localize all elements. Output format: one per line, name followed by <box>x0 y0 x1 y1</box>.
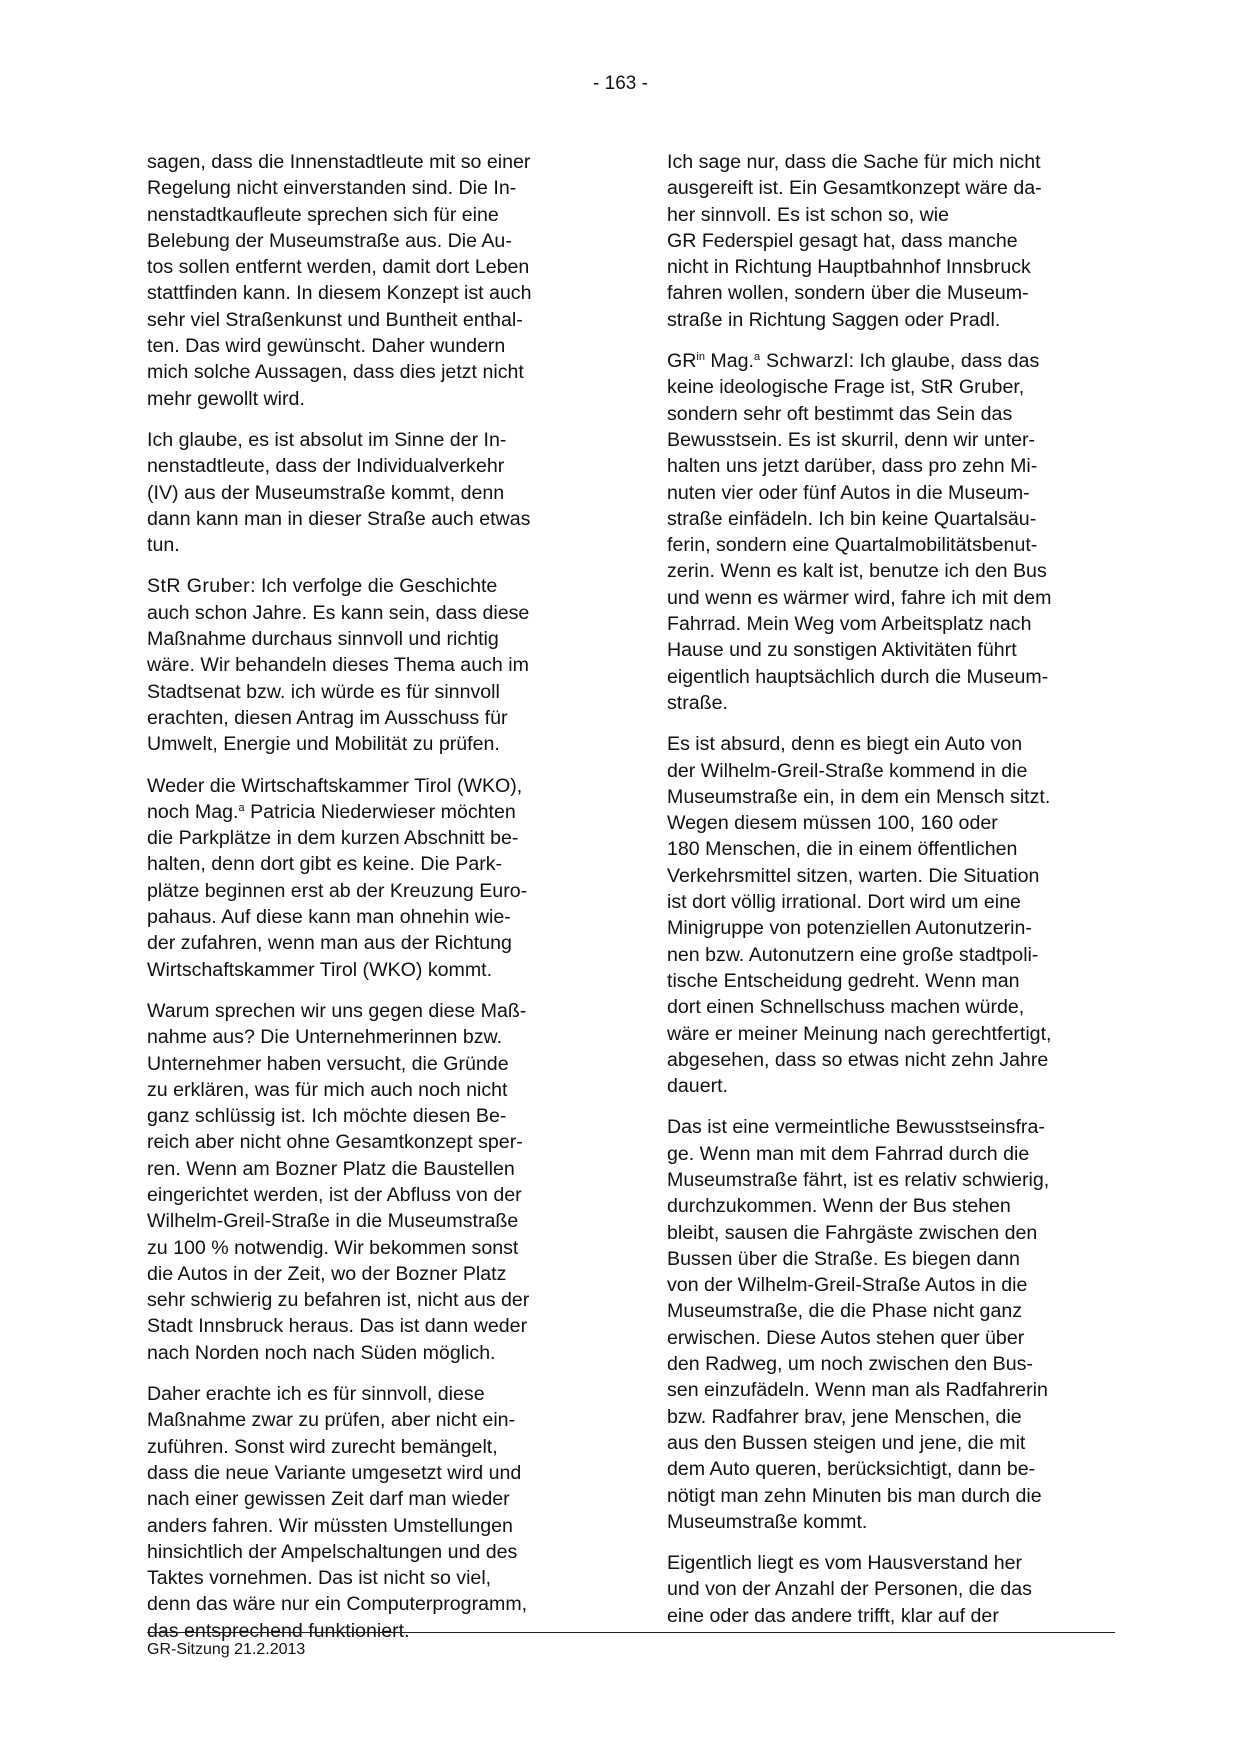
paragraph-line: ten. Das wird gewünscht. Daher wundern <box>147 335 506 358</box>
speaker-title: GR <box>667 350 697 373</box>
paragraph <box>147 573 595 757</box>
paragraph-line: Museumstraße ein, in dem ein Mensch sitzt. <box>667 785 1051 808</box>
paragraph-line: bzw. Radfahrer brav, jene Menschen, die <box>667 1405 1022 1428</box>
paragraph-line: den Radweg, um noch zwischen den Bus- <box>667 1353 1033 1376</box>
paragraph-line: Museumstraße fährt, ist es relativ schwierig, <box>667 1168 1050 1191</box>
paragraph-line: anders fahren. Wir müssten Umstellungen <box>147 1514 513 1537</box>
paragraph-line: nach Norden noch nach Süden möglich. <box>147 1341 496 1364</box>
paragraph-line: zerin. Wenn es kalt ist, benutze ich den Bus <box>667 560 1047 583</box>
superscript: in <box>696 351 705 364</box>
paragraph-line: nahme aus? Die Unternehmerinnen bzw. <box>147 1026 503 1049</box>
speaker-name: StR Gruber <box>147 575 251 598</box>
paragraph-line: Ich sage nur, dass die Sache für mich nicht <box>667 151 1041 173</box>
paragraph-line: erachten, diesen Antrag im Ausschuss für <box>147 706 508 729</box>
paragraph-line: ge. Wenn man mit dem Fahrrad durch die <box>667 1142 1030 1165</box>
paragraph-line: sehr schwierig zu befahren ist, nicht aus der <box>147 1289 530 1312</box>
paragraph-line: wäre. Wir behandeln dieses Thema auch im <box>147 654 529 677</box>
speaker-title: Mag. <box>704 350 754 373</box>
paragraph-line: Das ist eine vermeintliche Bewusstseinsfra- <box>667 1116 1045 1139</box>
paragraph-line: ausgereift ist. Ein Gesamtkonzept wäre da- <box>667 177 1042 200</box>
paragraph-line: bleibt, sausen die Fahrgäste zwischen den <box>667 1221 1038 1244</box>
paragraph <box>147 998 595 1366</box>
paragraph-line: Hause und zu sonstigen Aktivitäten führt <box>667 639 1017 662</box>
paragraph-line: Weder die Wirtschaftskammer Tirol (WKO), <box>147 774 523 797</box>
paragraph-line: GR Federspiel gesagt hat, dass manche <box>667 229 1018 252</box>
paragraph-line <box>147 573 595 599</box>
paragraph-line: stattfinden kann. In diesem Konzept ist auch <box>147 282 532 305</box>
paragraph-line: tun. <box>147 534 180 557</box>
paragraph-line: Museumstraße, die die Phase nicht ganz <box>667 1300 1023 1323</box>
paragraph-line: Warum sprechen wir uns gegen diese Maß- <box>147 999 527 1022</box>
paragraph-line: mehr gewollt wird. <box>147 387 305 410</box>
paragraph-line: dort einen Schnellschuss machen würde, <box>667 996 1025 1019</box>
paragraph-line: Daher erachte ich es für sinnvoll, diese <box>147 1383 485 1406</box>
footer-session: GR-Sitzung 21.2.2013 <box>147 1641 306 1658</box>
paragraph-line: Regelung nicht einverstanden sind. Die In- <box>147 177 517 200</box>
paragraph-line: erwischen. Diese Autos stehen quer über <box>667 1326 1025 1349</box>
text-span: Patricia Niederwieser möchten <box>244 800 516 823</box>
paragraph-line <box>147 799 595 825</box>
paragraph-line: Wegen diesem müssen 100, 160 oder <box>667 812 998 835</box>
paragraph-line: halten uns jetzt darüber, dass pro zehn Mi- <box>667 455 1038 478</box>
paragraph-line: auch schon Jahre. Es kann sein, dass diese <box>147 601 530 624</box>
paragraph-line: (IV) aus der Museumstraße kommt, denn <box>147 481 505 504</box>
paragraph-line: ganz schlüssig ist. Ich möchte diesen Be- <box>147 1105 507 1128</box>
paragraph-line: zu erklären, was für mich auch noch nicht <box>147 1078 508 1101</box>
paragraph-line: tische Entscheidung gedreht. Wenn man <box>667 969 1020 992</box>
paragraph-line: nicht in Richtung Hauptbahnhof Innsbruck <box>667 256 1031 279</box>
paragraph-line: ren. Wenn am Bozner Platz die Baustellen <box>147 1157 515 1180</box>
paragraph-line: nenstadtleute, dass der Individualverkehr <box>147 455 505 478</box>
paragraph-line: ferin, sondern eine Quartalmobilitätsbenut- <box>667 534 1038 557</box>
paragraph <box>147 773 595 983</box>
paragraph-line: halten, denn dort gibt es keine. Die Park- <box>147 853 503 876</box>
paragraph-line <box>667 348 1115 374</box>
page-number: - 163 - <box>593 73 648 94</box>
paragraph-line: aus den Bussen steigen und jene, die mit <box>667 1431 1026 1454</box>
paragraph-line: Museumstraße kommt. <box>667 1510 868 1533</box>
paragraph-line: die Autos in der Zeit, wo der Bozner Platz <box>147 1262 507 1285</box>
paragraph-line: abgesehen, dass so etwas nicht zehn Jahre <box>667 1048 1049 1071</box>
paragraph-line: dass die neue Variante umgesetzt wird und <box>147 1461 522 1484</box>
paragraph-line: Umwelt, Energie und Mobilität zu prüfen. <box>147 733 500 756</box>
paragraph-line: eingerichtet werden, ist der Abfluss von der <box>147 1183 522 1206</box>
paragraph-line: wäre er meiner Meinung nach gerechtfertigt, <box>667 1022 1052 1045</box>
paragraph-line: Ich glaube, es ist absolut im Sinne der In- <box>147 428 507 451</box>
paragraph-line: denn das wäre nur ein Computerprogramm, <box>147 1593 528 1616</box>
paragraph-line: nuten vier oder fünf Autos in die Museum- <box>667 481 1030 504</box>
paragraph-line: sagen, dass die Innenstadtleute mit so einer <box>147 151 531 173</box>
paragraph-line: straße in Richtung Saggen oder Pradl. <box>667 308 1001 331</box>
paragraph <box>147 149 595 412</box>
paragraph <box>667 149 1115 333</box>
paragraph-line: keine ideologische Frage ist, StR Gruber, <box>667 376 1025 399</box>
paragraph-line: durchzukommen. Wenn der Bus stehen <box>667 1195 1011 1218</box>
paragraph-line: pahaus. Auf diese kann man ohnehin wie- <box>147 906 511 929</box>
paragraph-line: dauert. <box>667 1075 729 1098</box>
paragraph-line: reich aber nicht ohne Gesamtkonzept sper- <box>147 1131 523 1154</box>
paragraph-line: Maßnahme durchaus sinnvoll und richtig <box>147 628 499 651</box>
paragraph-line: ist dort völlig irrational. Dort wird um eine <box>667 891 1021 914</box>
paragraph-line: hinsichtlich der Ampelschaltungen und des <box>147 1540 518 1563</box>
paragraph-line: Verkehrsmittel sitzen, warten. Die Situation <box>667 864 1040 887</box>
paragraph-line: sen einzufädeln. Wenn man als Radfahrerin <box>667 1379 1048 1402</box>
paragraph-line: eine oder das andere trifft, klar auf der <box>667 1604 999 1627</box>
paragraph-line: und wenn es wärmer wird, fahre ich mit dem <box>667 586 1052 609</box>
paragraph-line: Belebung der Museumstraße aus. Die Au- <box>147 229 512 252</box>
paragraph-line: plätze beginnen erst ab der Kreuzung Euro- <box>147 879 528 902</box>
paragraph-line: Stadt Innsbruck heraus. Das ist dann weder <box>147 1315 528 1338</box>
text-span: : Ich verfolge die Geschichte <box>250 575 498 598</box>
paragraph-line: zuführen. Sonst wird zurecht bemängelt, <box>147 1435 498 1458</box>
paragraph <box>147 427 595 558</box>
paragraph-line: der zufahren, wenn man aus der Richtung <box>147 932 512 955</box>
paragraph-line: dem Auto queren, berücksichtigt, dann be- <box>667 1458 1036 1481</box>
paragraph-line: von der Wilhelm-Greil-Straße Autos in die <box>667 1274 1028 1297</box>
paragraph-line: Minigruppe von potenziellen Autonutzerin- <box>667 917 1032 940</box>
paragraph-line: eigentlich hauptsächlich durch die Museum- <box>667 665 1049 688</box>
paragraph-line: Wilhelm-Greil-Straße in die Museumstraße <box>147 1210 519 1233</box>
paragraph <box>667 1550 1115 1629</box>
paragraph-line: 180 Menschen, die in einem öffentlichen <box>667 838 1018 861</box>
paragraph-line: Wirtschaftskammer Tirol (WKO) kommt. <box>147 958 493 981</box>
paragraph-line: fahren wollen, sondern über die Museum- <box>667 282 1029 305</box>
paragraph-line: nenstadtkaufleute sprechen sich für eine <box>147 203 499 226</box>
paragraph-line: Bewusstsein. Es ist skurril, denn wir unter- <box>667 428 1036 451</box>
paragraph <box>667 731 1115 1099</box>
paragraph-line: sehr viel Straßenkunst und Buntheit enthal- <box>147 308 523 331</box>
paragraph-line: tos sollen entfernt werden, damit dort Leben <box>147 256 530 279</box>
paragraph-line: her sinnvoll. Es ist schon so, wie <box>667 203 950 226</box>
paragraph <box>147 1381 595 1644</box>
paragraph-line: Eigentlich liegt es vom Hausverstand her <box>667 1552 1023 1575</box>
text-span: : Ich glaube, dass das <box>848 350 1040 373</box>
right-column <box>667 149 1115 1644</box>
paragraph-line: der Wilhelm-Greil-Straße kommend in die <box>667 759 1028 782</box>
paragraph-line: Taktes vornehmen. Das ist nicht so viel, <box>147 1567 492 1590</box>
text-span: noch Mag. <box>147 800 239 823</box>
footer-rule <box>147 1632 1115 1633</box>
paragraph-line: nötigt man zehn Minuten bis man durch die <box>667 1484 1042 1507</box>
left-column <box>147 149 595 1659</box>
paragraph-line: sondern sehr oft bestimmt das Sein das <box>667 402 1013 425</box>
paragraph-line: und von der Anzahl der Personen, die das <box>667 1578 1032 1601</box>
paragraph-line: Fahrrad. Mein Weg vom Arbeitsplatz nach <box>667 613 1032 636</box>
paragraph-line: das entsprechend funktioniert. <box>147 1619 410 1642</box>
superscript: a <box>238 801 245 814</box>
paragraph-line: Unternehmer haben versucht, die Gründe <box>147 1052 509 1075</box>
superscript: a <box>753 351 761 364</box>
paragraph-line: Es ist absurd, denn es biegt ein Auto von <box>667 733 1023 756</box>
paragraph-line: dann kann man in dieser Straße auch etwas <box>147 507 531 530</box>
paragraph-line: Stadtsenat bzw. ich würde es für sinnvoll <box>147 680 500 703</box>
paragraph-line: Maßnahme zwar zu prüfen, aber nicht ein- <box>147 1409 516 1432</box>
paragraph-line: nach einer gewissen Zeit darf man wieder <box>147 1488 510 1511</box>
paragraph-line: die Parkplätze in dem kurzen Abschnitt be- <box>147 827 519 850</box>
paragraph-line: Bussen über die Straße. Es biegen dann <box>667 1247 1020 1270</box>
paragraph-line: zu 100 % notwendig. Wir bekommen sonst <box>147 1236 519 1259</box>
paragraph-line: straße. <box>667 691 728 714</box>
speaker-name: Schwarzl <box>760 350 849 373</box>
paragraph-line: mich solche Aussagen, dass dies jetzt nicht <box>147 361 524 384</box>
paragraph-line: straße einfädeln. Ich bin keine Quartalsäu- <box>667 507 1037 530</box>
paragraph <box>667 348 1115 716</box>
paragraph-line: nen bzw. Autonutzern eine große stadtpoli- <box>667 943 1039 966</box>
paragraph <box>667 1114 1115 1535</box>
